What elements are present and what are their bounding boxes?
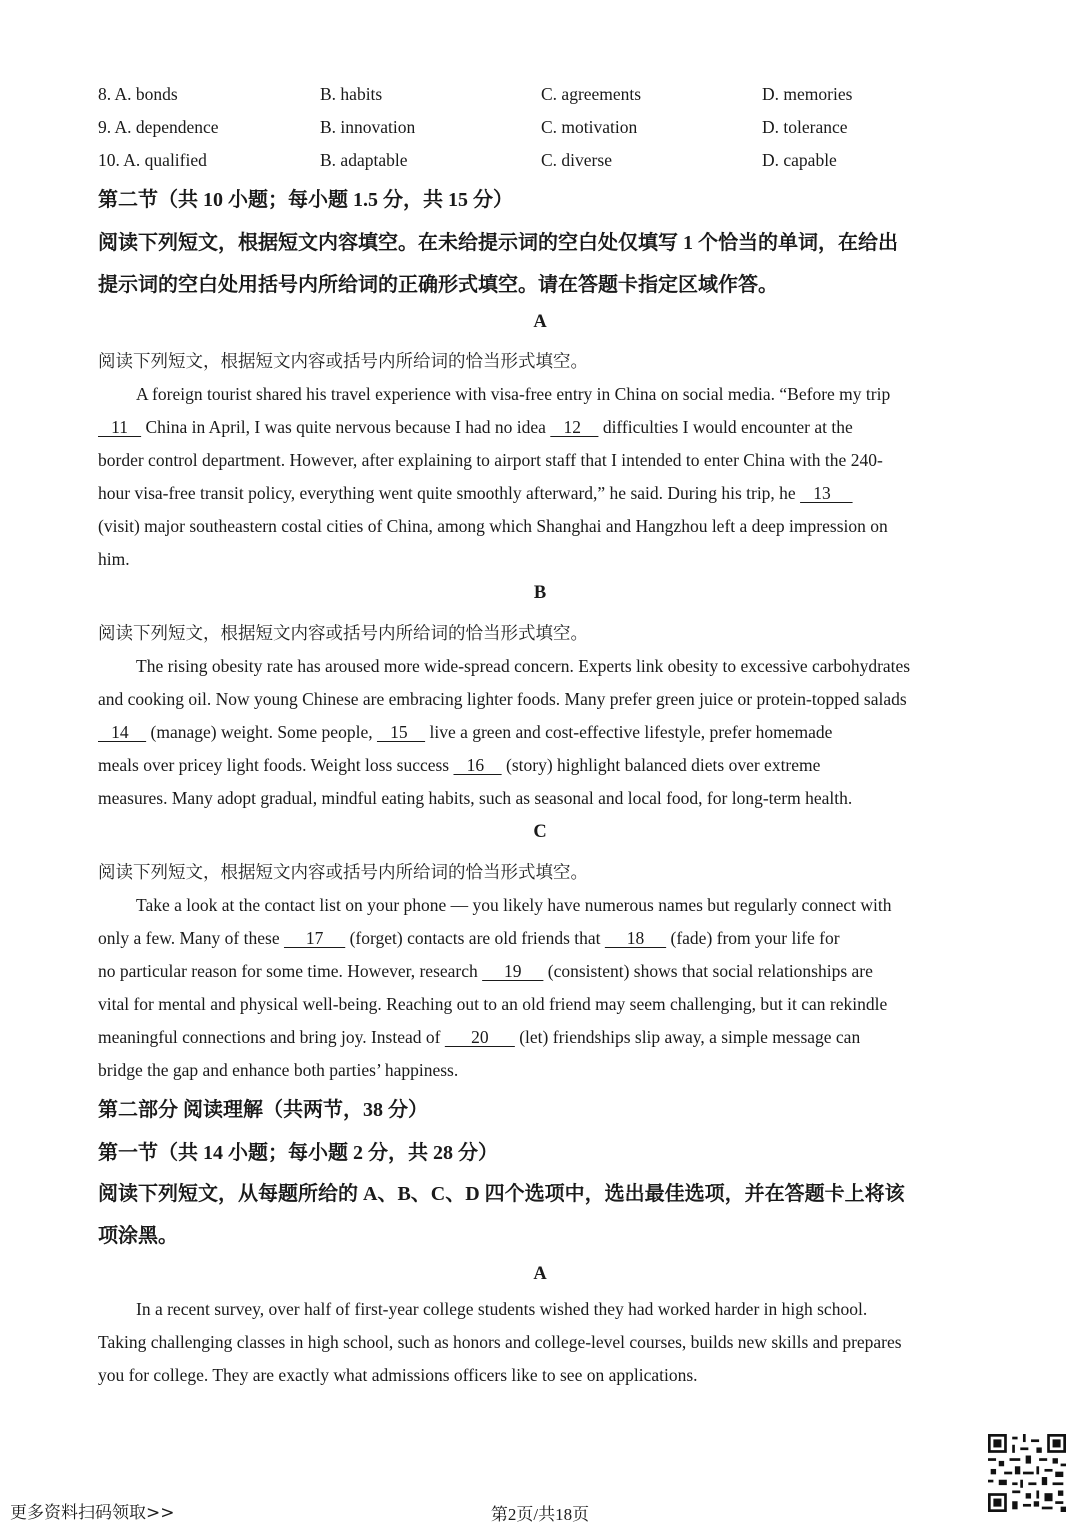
option-d: D. memories [762, 84, 853, 104]
part2-section1-title: 第一节（共 14 小题；每小题 2 分，共 28 分） [98, 1142, 498, 1164]
text-line: vital for mental and physical well-being. Reaching out to an old friend may seem challenging, but it can rekindle [98, 994, 888, 1014]
text-line: In a recent survey, over half of first-year college students wished they had worked harder in high school. [136, 1299, 868, 1319]
text-line: The rising obesity rate has aroused more wide-spread concern. Experts link obesity to excessive carbohydrates [136, 656, 911, 676]
text-line: Take a look at the contact list on your phone — you likely have numerous names but regularly connect with [136, 895, 892, 915]
text-segment: China in April, I was quite nervous because I had no idea [141, 417, 551, 437]
passage-b-instruction: 阅读下列短文，根据短文内容或括号内所给词的恰当形式填空。 [98, 623, 588, 643]
passage-a-heading: A [533, 312, 547, 332]
passage-c-heading: C [533, 822, 547, 842]
page-number: 第2页/共18页 [490, 1505, 590, 1524]
option-b: B. adaptable [320, 150, 408, 170]
text-line: Taking challenging classes in high school, such as honors and college-level courses, builds new skills and prepares [98, 1332, 902, 1352]
blank-20: 20 [444, 1027, 515, 1047]
section2-instruction-line1: 阅读下列短文，根据短文内容填空。在未给提示词的空白处仅填写 1 个恰当的单词，在给出 [98, 232, 898, 254]
text-line [98, 477, 982, 510]
blank-14: 14 [98, 722, 147, 742]
text-segment: no particular reason for some time. However, research [98, 961, 483, 981]
blank-15: 15 [376, 722, 426, 742]
text-line: border control department. However, after explaining to airport staff that I intended to enter China with the 240- [98, 450, 883, 470]
text-segment: hour visa-free transit policy, everything went quite smoothly afterward,” he said. During his trip, he [98, 483, 801, 503]
text-segment: (consistent) shows that social relationships are [543, 961, 873, 981]
text-line [98, 411, 982, 444]
option-b: B. innovation [320, 117, 416, 137]
footer-promo-link[interactable]: 更多资料扫码领取>> [10, 1503, 175, 1523]
blank-11: 11 [98, 417, 142, 437]
text-line: bridge the gap and enhance both parties’ happiness. [98, 1060, 459, 1080]
option-c: C. agreements [541, 84, 642, 104]
option-row-9 [98, 117, 998, 147]
text-line: and cooking oil. Now young Chinese are embracing lighter foods. Many prefer green juice or protein-topped salads [98, 689, 907, 709]
blank-18: 18 [604, 928, 667, 948]
text-line: A foreign tourist shared his travel experience with visa-free entry in China on social media. “Before my trip [136, 384, 891, 404]
text-line [98, 749, 982, 782]
passage-b-text [98, 650, 982, 815]
text-line [98, 955, 982, 988]
option-c: C. diverse [541, 150, 612, 170]
passage-c-instruction: 阅读下列短文，根据短文内容或括号内所给词的恰当形式填空。 [98, 862, 588, 882]
blank-19: 19 [482, 961, 544, 981]
blank-12: 12 [550, 417, 599, 437]
part2-instruction-line1: 阅读下列短文，从每题所给的 A、B、C、D 四个选项中，选出最佳选项，并在答题卡上将该 [98, 1183, 905, 1205]
blank-13: 13 [800, 483, 853, 503]
text-line: him. [98, 549, 130, 569]
text-segment: meaningful connections and bring joy. Instead of [98, 1027, 445, 1047]
blank-17: 17 [283, 928, 346, 948]
passage-a-instruction: 阅读下列短文，根据短文内容或括号内所给词的恰当形式填空。 [98, 351, 588, 371]
passage-b-heading: B [533, 583, 547, 603]
part2-instruction-line2: 项涂黑。 [98, 1225, 178, 1247]
text-segment: (fade) from your life for [666, 928, 840, 948]
text-line [98, 1021, 982, 1054]
option-a: 10. A. qualified [98, 150, 207, 170]
text-line: (visit) major southeastern costal cities of China, among which Shanghai and Hangzhou left a deep impression on [98, 516, 888, 536]
reading-a-text [98, 1293, 982, 1392]
text-line [98, 922, 982, 955]
option-d: D. capable [762, 150, 837, 170]
option-a: 8. A. bonds [98, 84, 178, 104]
passage-c-text [98, 889, 982, 1087]
passage-a-text [98, 378, 982, 576]
blank-16: 16 [453, 755, 502, 775]
text-segment: only a few. Many of these [98, 928, 284, 948]
text-line: you for college. They are exactly what admissions officers like to see on applications. [98, 1365, 698, 1385]
text-segment: (story) highlight balanced diets over extreme [501, 755, 821, 775]
section2-instruction-line2: 提示词的空白处用括号内所给词的正确形式填空。请在答题卡指定区域作答。 [98, 274, 778, 296]
text-segment: difficulties I would encounter at the [598, 417, 853, 437]
text-segment: (forget) contacts are old friends that [345, 928, 605, 948]
text-segment: meals over pricey light foods. Weight loss success [98, 755, 454, 775]
section2-title: 第二节（共 10 小题；每小题 1.5 分，共 15 分） [98, 189, 513, 211]
text-segment: (let) friendships slip away, a simple message can [514, 1027, 861, 1047]
text-segment: (manage) weight. Some people, [146, 722, 377, 742]
text-line [98, 716, 982, 749]
text-line: measures. Many adopt gradual, mindful eating habits, such as seasonal and local food, for long-term health. [98, 788, 853, 808]
option-c: C. motivation [541, 117, 638, 137]
reading-a-heading: A [533, 1264, 547, 1284]
option-row-8 [98, 84, 998, 114]
text-segment: live a green and cost-effective lifestyle, prefer homemade [425, 722, 833, 742]
option-a: 9. A. dependence [98, 117, 219, 137]
part2-title: 第二部分 阅读理解（共两节，38 分） [98, 1099, 428, 1121]
option-row-10 [98, 150, 998, 180]
option-d: D. tolerance [762, 117, 848, 137]
option-b: B. habits [320, 84, 383, 104]
